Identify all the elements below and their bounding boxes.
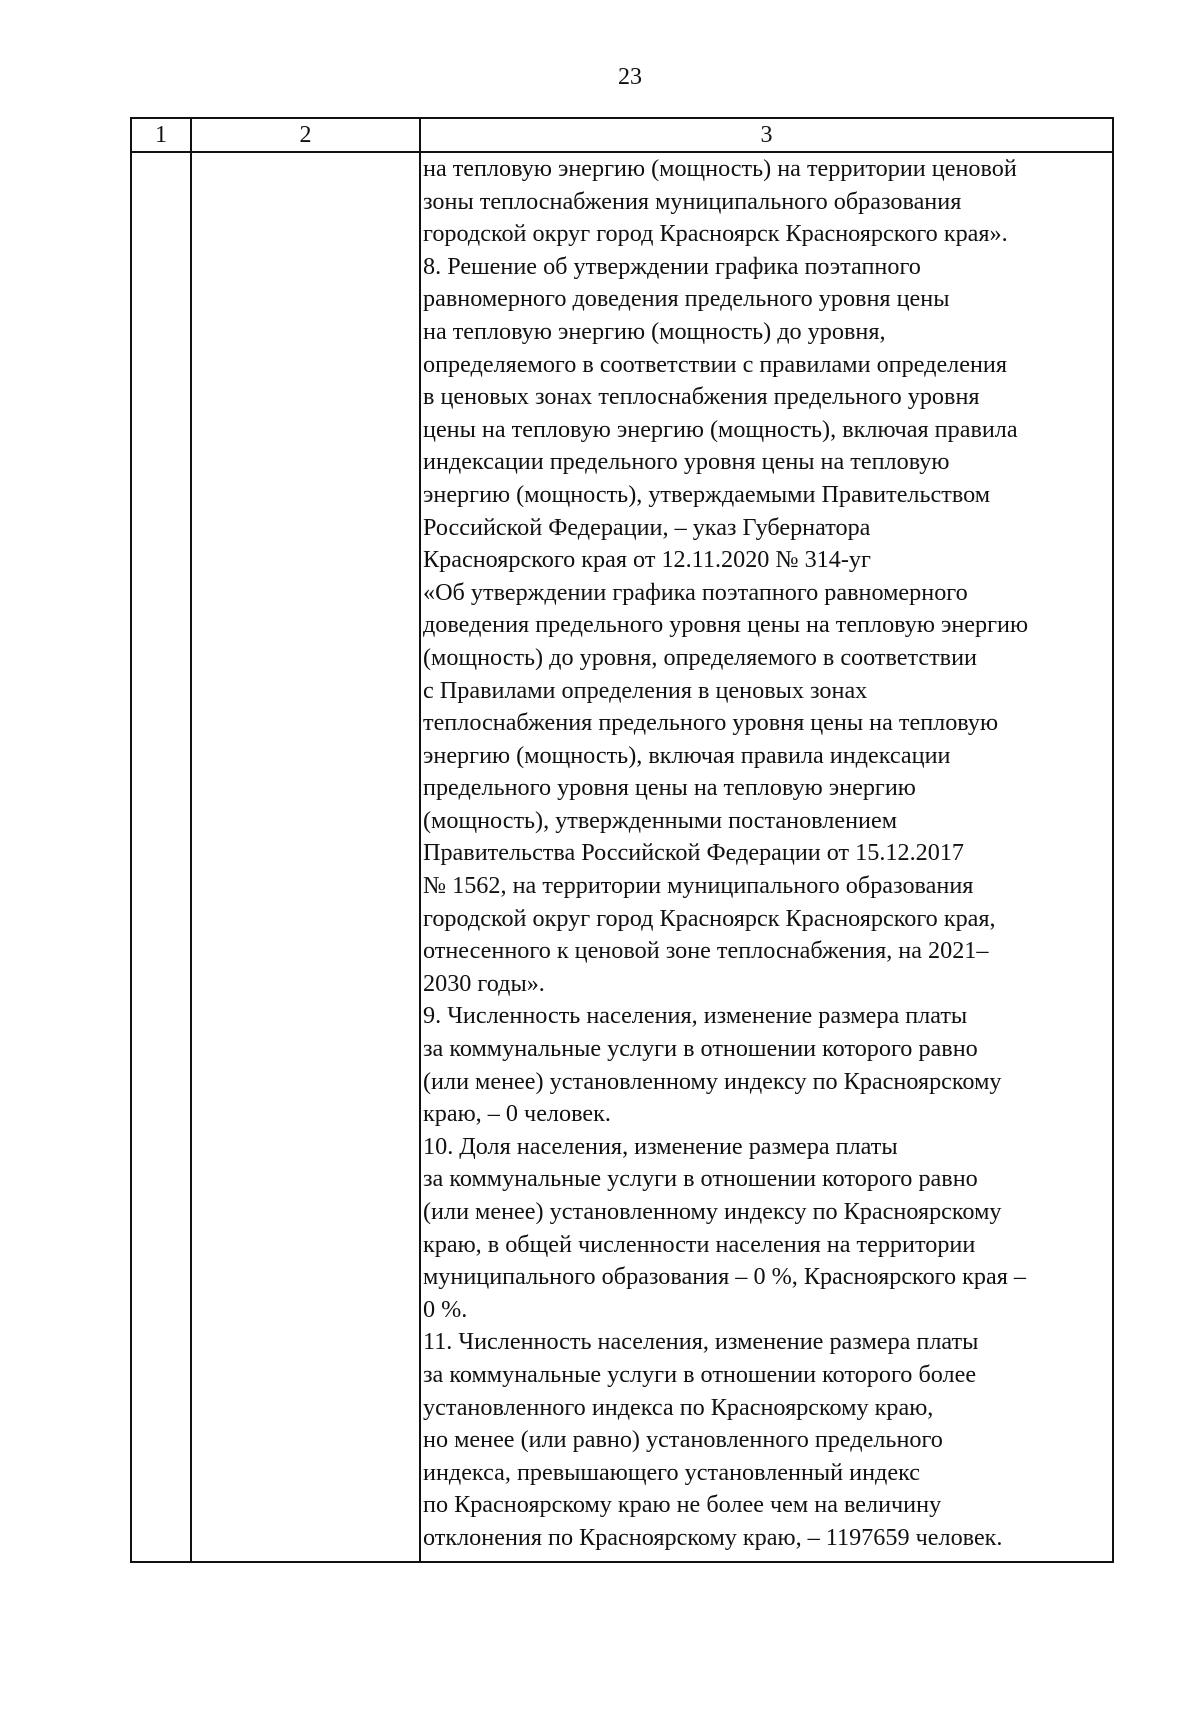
column-header-2: 2	[299, 122, 312, 148]
text-line: теплоснабжения предельного уровня цены на тепловую	[423, 709, 999, 737]
text-line: 2030 годы».	[423, 969, 545, 997]
text-line: за коммунальные услуги в отношении которого равно	[423, 1035, 978, 1063]
text-line: предельного уровня цены на тепловую энергию	[423, 774, 916, 802]
text-line: с Правилами определения в ценовых зонах	[423, 676, 868, 704]
text-line: в ценовых зонах теплоснабжения предельного уровня	[423, 383, 980, 411]
text-line: за коммунальные услуги в отношении которого более	[423, 1360, 977, 1388]
text-line: на тепловую энергию (мощность) на территории ценовой	[423, 155, 1017, 182]
text-line: муниципального образования – 0 %, Красноярского края –	[423, 1263, 1026, 1291]
text-line: энергию (мощность), утверждаемыми Правительством	[423, 480, 991, 508]
text-line: № 1562, на территории муниципального образования	[423, 872, 974, 900]
text-line: (мощность) до уровня, определяемого в соответствии	[423, 643, 977, 671]
column-header-3: 3	[760, 122, 773, 148]
text-line: цены на тепловую энергию (мощность), включая правила	[423, 415, 1018, 443]
text-line: 10. Доля населения, изменение размера платы	[423, 1132, 898, 1160]
column-divider	[190, 119, 192, 1561]
text-line: (мощность), утвержденными постановлением	[423, 806, 898, 834]
text-line: энергию (мощность), включая правила индексации	[423, 741, 951, 769]
text-line: Правительства Российской Федерации от 15.12.2017	[423, 839, 965, 867]
text-line: определяемого в соответствии с правилами определения	[423, 350, 1007, 378]
text-line: краю, – 0 человек.	[423, 1100, 611, 1128]
text-line: индекса, превышающего установленный индекс	[423, 1458, 920, 1486]
text-line: отнесенного к ценовой зоне теплоснабжения, на 2021–	[423, 937, 989, 965]
text-line: за коммунальные услуги в отношении которого равно	[423, 1165, 978, 1193]
column-divider	[419, 119, 421, 1561]
page-number: 23	[618, 64, 642, 90]
text-line: равномерного доведения предельного уровня цены	[423, 285, 950, 313]
text-line: доведения предельного уровня цены на тепловую энергию	[423, 611, 1029, 639]
text-line: но менее (или равно) установленного предельного	[423, 1426, 943, 1454]
text-line: 9. Численность населения, изменение размера платы	[423, 1002, 968, 1030]
text-line: (или менее) установленному индексу по Красноярскому	[423, 1198, 1002, 1225]
text-line: городской округ город Красноярск Красноярского края,	[423, 904, 996, 932]
text-line: 11. Численность населения, изменение размера платы	[423, 1328, 979, 1356]
text-line: установленного индекса по Красноярскому краю,	[423, 1393, 934, 1421]
text-line: краю, в общей численности населения на территории	[423, 1230, 976, 1258]
text-line: (или менее) установленному индексу по Красноярскому	[423, 1067, 1002, 1095]
column-3-text	[423, 153, 1113, 1555]
text-line: «Об утверждении графика поэтапного равномерного	[423, 578, 968, 606]
text-line: по Красноярскому краю не более чем на величину	[423, 1491, 942, 1519]
text-line: 0 %.	[423, 1295, 468, 1323]
column-header-1: 1	[155, 122, 167, 148]
text-line: отклонения по Красноярскому краю, – 1197659 человек.	[423, 1523, 1003, 1551]
text-line: 8. Решение об утверждении графика поэтапного	[423, 252, 921, 280]
text-line: Красноярского края от 12.11.2020 № 314-уг	[423, 546, 871, 574]
text-line: Российской Федерации, – указ Губернатора	[423, 513, 871, 541]
text-line: индексации предельного уровня цены на тепловую	[423, 448, 950, 476]
text-line: зоны теплоснабжения муниципального образования	[423, 187, 962, 215]
text-line: на тепловую энергию (мощность) до уровня,	[423, 317, 886, 345]
text-line: городской округ город Красноярск Красноярского края».	[423, 220, 1008, 248]
document-table	[130, 117, 1114, 1563]
